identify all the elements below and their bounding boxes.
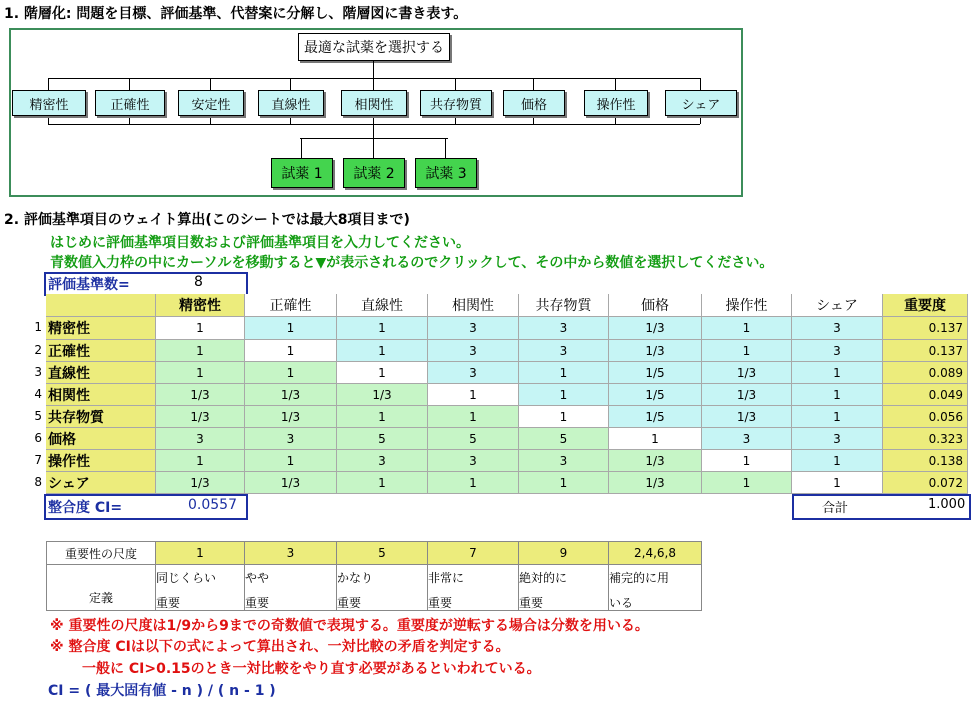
matrix-cell[interactable]: 1 — [792, 406, 883, 428]
matrix-cell[interactable]: 1/3 — [609, 340, 702, 362]
connector-line — [373, 138, 374, 158]
matrix-cell[interactable]: 3 — [428, 340, 519, 362]
scale-def-top: 同じくらい — [156, 570, 217, 585]
matrix-cell[interactable]: 1/5 — [609, 406, 702, 428]
matrix-cell[interactable]: 3 — [428, 362, 519, 384]
scale-definition — [156, 565, 245, 611]
matrix-cell: 3 — [156, 428, 245, 450]
weight-value: 0.137 — [883, 340, 968, 362]
weight-value: 0.089 — [883, 362, 968, 384]
scale-value: 5 — [337, 541, 428, 565]
connector-line — [129, 78, 130, 90]
matrix-cell: 1 — [519, 472, 609, 494]
connector-line — [373, 124, 374, 138]
matrix-cell[interactable]: 1 — [519, 384, 609, 406]
matrix-cell: 1/3 — [609, 472, 702, 494]
row-number: 3 — [34, 365, 42, 379]
connector-line — [301, 138, 302, 158]
alternative-box: 試薬 3 — [415, 158, 477, 188]
matrix-cell: 3 — [245, 428, 337, 450]
connector-line — [290, 78, 291, 90]
matrix-cell[interactable]: 1 — [245, 317, 337, 340]
matrix-cell[interactable]: 3 — [519, 317, 609, 340]
criterion-box: 相関性 — [341, 90, 407, 116]
total-value: 1.000 — [928, 497, 966, 512]
matrix-cell[interactable]: 1 — [792, 362, 883, 384]
matrix-col-header: 直線性 — [337, 294, 428, 317]
scale-value: 9 — [519, 541, 609, 565]
matrix-cell: 1/3 — [337, 384, 428, 406]
scale-def-bottom: 重要 — [337, 595, 362, 610]
criteria-count-input[interactable]: 8 — [194, 274, 203, 290]
matrix-cell: 1 — [245, 362, 337, 384]
connector-line — [455, 78, 456, 90]
instruction-1: はじめに評価基準項目数および評価基準項目を入力してください。 — [50, 235, 470, 251]
matrix-row-label: 精密性 — [46, 317, 156, 340]
matrix-col-header: シェア — [792, 294, 883, 317]
total-label: 合計 — [822, 501, 849, 516]
criterion-box: 精密性 — [12, 90, 86, 116]
matrix-row-label: 正確性 — [46, 340, 156, 362]
note-2: ※ 整合度 CIは以下の式によって算出され、一対比較の矛盾を判定する。 — [50, 639, 510, 655]
connector-line — [700, 78, 701, 90]
matrix-cell[interactable]: 1/3 — [609, 317, 702, 340]
weight-value: 0.072 — [883, 472, 968, 494]
matrix-cell: 1 — [156, 340, 245, 362]
scale-def-top: やや — [245, 570, 270, 585]
scale-definition — [609, 565, 702, 611]
matrix-cell[interactable]: 3 — [428, 317, 519, 340]
scale-def-bottom: 重要 — [428, 595, 453, 610]
row-number: 7 — [34, 453, 42, 467]
scale-definition — [245, 565, 337, 611]
matrix-cell: 1 — [609, 428, 702, 450]
scale-definition — [428, 565, 519, 611]
matrix-cell[interactable]: 3 — [519, 340, 609, 362]
matrix-cell[interactable]: 3 — [702, 428, 792, 450]
matrix-cell: 1 — [702, 472, 792, 494]
connector-line — [210, 78, 211, 90]
note-3: 一般に CI>0.15のとき一対比較をやり直す必要があるといわれている。 — [82, 661, 541, 677]
matrix-cell: 3 — [337, 450, 428, 472]
weight-value: 0.056 — [883, 406, 968, 428]
matrix-cell[interactable]: 1 — [519, 362, 609, 384]
matrix-cell[interactable]: 1/5 — [609, 362, 702, 384]
matrix-cell[interactable]: 3 — [792, 340, 883, 362]
weight-value: 0.323 — [883, 428, 968, 450]
weight-header: 重要度 — [883, 294, 968, 317]
matrix-cell: 5 — [428, 428, 519, 450]
matrix-cell[interactable]: 1 — [337, 340, 428, 362]
criterion-box: 正確性 — [95, 90, 165, 116]
matrix-cell: 1/3 — [245, 384, 337, 406]
row-number: 1 — [34, 320, 42, 334]
matrix-cell: 3 — [428, 450, 519, 472]
matrix-col-header: 共存物質 — [519, 294, 609, 317]
matrix-cell[interactable]: 1/3 — [702, 362, 792, 384]
matrix-col-header: 精密性 — [156, 294, 245, 317]
matrix-cell: 1 — [156, 362, 245, 384]
matrix-cell: 1 — [428, 384, 519, 406]
criterion-box: 共存物質 — [420, 90, 492, 116]
weight-value: 0.137 — [883, 317, 968, 340]
connector-line — [533, 78, 534, 90]
matrix-cell: 1 — [156, 317, 245, 340]
connector-line — [300, 138, 448, 139]
criterion-box: 安定性 — [178, 90, 244, 116]
matrix-cell: 5 — [519, 428, 609, 450]
scale-value: 2,4,6,8 — [609, 541, 702, 565]
matrix-cell[interactable]: 1 — [702, 317, 792, 340]
ci-label: 整合度 CI= — [48, 500, 123, 516]
ci-formula: CI = ( 最大固有値 - n ) / ( n - 1 ) — [48, 683, 276, 699]
scale-header-label: 重要性の尺度 — [46, 541, 156, 565]
instruction-2: 青数値入力枠の中にカーソルを移動すると▼が表示されるのでクリックして、その中から数値を選択してください。 — [50, 255, 774, 271]
matrix-cell[interactable]: 1/3 — [702, 406, 792, 428]
connector-line — [373, 78, 374, 90]
connector-line — [373, 60, 374, 78]
matrix-cell: 1 — [519, 406, 609, 428]
scale-value: 1 — [156, 541, 245, 565]
matrix-cell: 1 — [337, 406, 428, 428]
matrix-cell[interactable]: 1 — [702, 340, 792, 362]
scale-value: 3 — [245, 541, 337, 565]
criterion-box: 直線性 — [258, 90, 324, 116]
matrix-row-label: 価格 — [46, 428, 156, 450]
matrix-cell: 1 — [337, 362, 428, 384]
matrix-corner — [46, 294, 156, 317]
scale-value: 7 — [428, 541, 519, 565]
matrix-cell[interactable]: 3 — [792, 317, 883, 340]
weight-value: 0.138 — [883, 450, 968, 472]
scale-def-top: 補完的に用 — [609, 570, 670, 585]
criteria-count-label: 評価基準数= — [48, 277, 130, 293]
scale-def-bottom: 重要 — [156, 595, 181, 610]
matrix-cell[interactable]: 1/3 — [702, 384, 792, 406]
matrix-cell: 5 — [337, 428, 428, 450]
matrix-col-header: 正確性 — [245, 294, 337, 317]
scale-def-top: かなり — [337, 570, 374, 585]
section2-title: 2. 評価基準項目のウェイト算出(このシートでは最大8項目まで) — [4, 212, 410, 228]
matrix-col-header: 価格 — [609, 294, 702, 317]
scale-definition — [519, 565, 609, 611]
matrix-cell: 1/3 — [245, 472, 337, 494]
matrix-cell: 1 — [428, 472, 519, 494]
scale-definition — [337, 565, 428, 611]
matrix-cell: 1/3 — [156, 406, 245, 428]
scale-def-top: 絶対的に — [519, 570, 568, 585]
scale-def-bottom: 重要 — [519, 595, 544, 610]
row-number: 5 — [34, 409, 42, 423]
matrix-col-header: 操作性 — [702, 294, 792, 317]
note-1: ※ 重要性の尺度は1/9から9までの奇数値で表現する。重要度が逆転する場合は分数を用いる。 — [50, 618, 649, 634]
weight-value: 0.049 — [883, 384, 968, 406]
matrix-cell[interactable]: 1/5 — [609, 384, 702, 406]
matrix-cell: 1 — [428, 406, 519, 428]
criterion-box: 操作性 — [584, 90, 648, 116]
matrix-row-label: 操作性 — [46, 450, 156, 472]
matrix-cell: 1 — [337, 472, 428, 494]
matrix-row-label: シェア — [46, 472, 156, 494]
matrix-cell: 1 — [792, 472, 883, 494]
connector-line — [615, 78, 616, 90]
matrix-cell: 1/3 — [156, 472, 245, 494]
matrix-cell: 1 — [702, 450, 792, 472]
matrix-cell[interactable]: 1 — [792, 450, 883, 472]
connector-line — [48, 78, 700, 79]
connector-line — [48, 124, 700, 125]
ci-value: 0.0557 — [188, 497, 237, 513]
scale-def-bottom: 重要 — [245, 595, 270, 610]
matrix-cell[interactable]: 1 — [792, 384, 883, 406]
scale-def-label: 定義 — [46, 565, 156, 611]
matrix-cell: 1 — [245, 450, 337, 472]
criterion-box: シェア — [665, 90, 737, 116]
matrix-cell: 3 — [519, 450, 609, 472]
matrix-cell: 1 — [156, 450, 245, 472]
section1-title: 1. 階層化: 問題を目標、評価基準、代替案に分解し、階層図に書き表す。 — [4, 6, 468, 22]
matrix-row-label: 共存物質 — [46, 406, 156, 428]
matrix-cell: 1 — [245, 340, 337, 362]
row-number: 2 — [34, 343, 42, 357]
goal-box: 最適な試薬を選択する — [298, 33, 450, 61]
scale-def-top: 非常に — [428, 570, 465, 585]
alternative-box: 試薬 2 — [343, 158, 405, 188]
row-number: 8 — [34, 475, 42, 489]
matrix-cell[interactable]: 3 — [792, 428, 883, 450]
matrix-cell: 1/3 — [156, 384, 245, 406]
matrix-cell: 1/3 — [245, 406, 337, 428]
alternative-box: 試薬 1 — [271, 158, 333, 188]
matrix-col-header: 相関性 — [428, 294, 519, 317]
matrix-cell[interactable]: 1 — [337, 317, 428, 340]
scale-def-bottom: いる — [609, 595, 634, 610]
matrix-row-label: 直線性 — [46, 362, 156, 384]
connector-line — [445, 138, 446, 158]
row-number: 4 — [34, 387, 42, 401]
matrix-row-label: 相関性 — [46, 384, 156, 406]
criterion-box: 価格 — [503, 90, 565, 116]
matrix-cell: 1/3 — [609, 450, 702, 472]
connector-line — [48, 78, 49, 90]
row-number: 6 — [34, 431, 42, 445]
